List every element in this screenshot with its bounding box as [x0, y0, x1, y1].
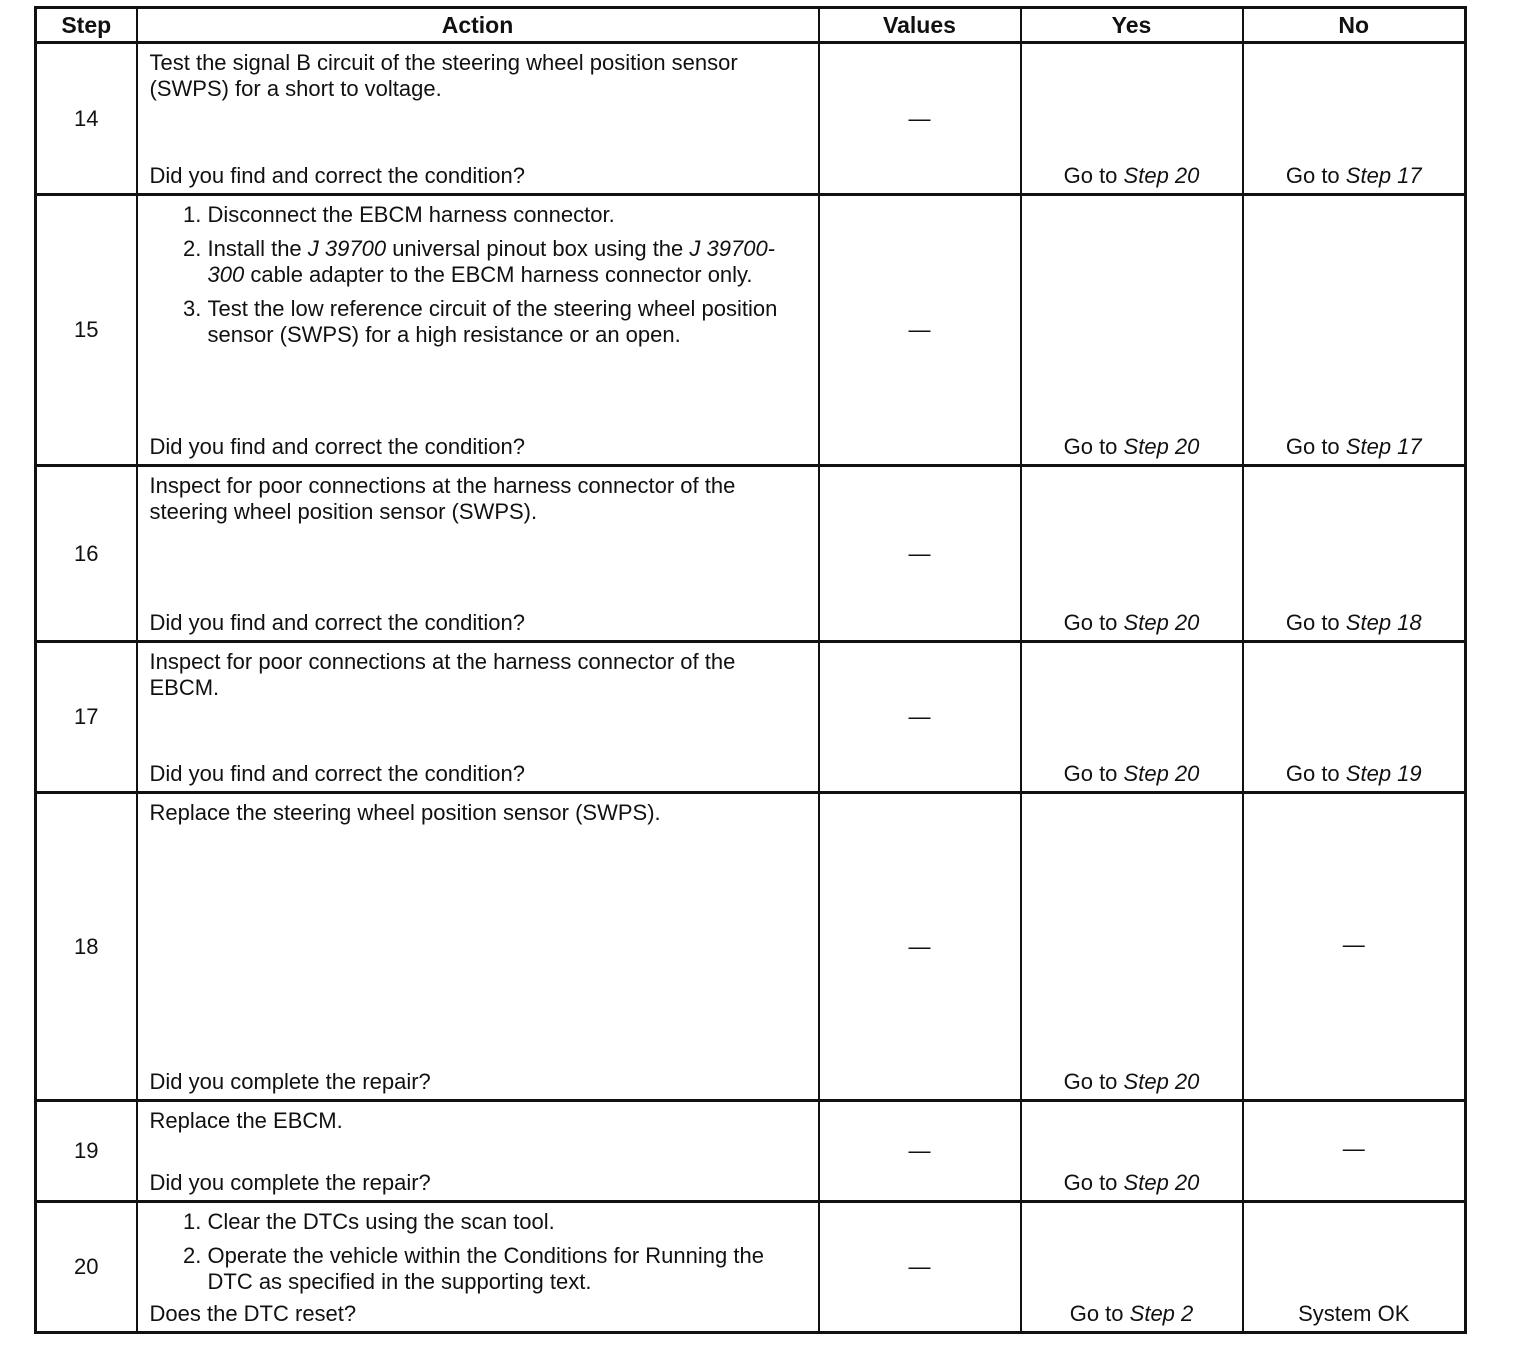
action-cell [137, 1101, 819, 1202]
go-to-label: Go to [1285, 610, 1340, 635]
yes-step-ref: Step 20 [1123, 761, 1200, 786]
values-cell [819, 793, 1021, 1101]
yes-step-ref: Step 20 [1123, 163, 1200, 188]
yes-cell [1021, 466, 1243, 642]
go-to-label: Go to [1063, 1069, 1118, 1094]
values-dash: — [908, 704, 931, 729]
go-to-label: Go to [1063, 1170, 1118, 1195]
yes-cell [1021, 1202, 1243, 1333]
step-number: 19 [36, 1101, 137, 1202]
action-question: Did you find and correct the condition? [149, 610, 525, 635]
table-row-20 [36, 1202, 1466, 1333]
table-row-15 [36, 195, 1466, 466]
step-number: 14 [36, 43, 137, 195]
no-step-ref: Step 18 [1345, 610, 1422, 635]
values-cell [819, 1202, 1021, 1333]
values-cell [819, 1101, 1021, 1202]
yes-cell [1021, 1101, 1243, 1202]
no-step-ref: Step 17 [1345, 434, 1422, 459]
yes-cell [1021, 43, 1243, 195]
header-step: Step [36, 8, 137, 43]
go-to-label: Go to [1069, 1301, 1124, 1326]
action-steps-list [150, 1209, 810, 1295]
go-to-label: Go to [1063, 761, 1118, 786]
no-cell [1243, 793, 1466, 1101]
no-cell [1243, 1101, 1466, 1202]
step-number: 20 [36, 1202, 137, 1333]
yes-step-ref: Step 20 [1123, 610, 1200, 635]
item-text: universal pinout box using the [386, 236, 690, 261]
go-to-label: Go to [1285, 163, 1340, 188]
table-row-16 [36, 466, 1466, 642]
header-yes: Yes [1021, 8, 1243, 43]
yes-cell [1021, 195, 1243, 466]
values-dash: — [908, 933, 931, 959]
no-step-ref: Step 19 [1345, 761, 1422, 786]
diagnostic-table [34, 6, 1467, 1334]
action-question: Did you find and correct the condition? [149, 163, 525, 188]
action-cell [137, 466, 819, 642]
list-item: 2. Operate the vehicle within the Conditions for Running the DTC as specified in the supporting text. [208, 1243, 810, 1295]
action-cell [137, 1202, 819, 1333]
action-question: Did you find and correct the condition? [149, 434, 525, 459]
action-text: Inspect for poor connections at the harness connector of the steering wheel position sensor (SWPS). [149, 473, 736, 524]
yes-cell [1021, 642, 1243, 793]
action-cell [137, 793, 819, 1101]
header-row [36, 8, 1466, 43]
go-to-label: Go to [1063, 163, 1118, 188]
header-values: Values [819, 8, 1021, 43]
action-cell [137, 195, 819, 466]
step-number: 17 [36, 642, 137, 793]
yes-step-ref: Step 20 [1123, 1069, 1200, 1094]
yes-step-ref: Step 20 [1123, 1170, 1200, 1195]
values-dash: — [908, 1254, 931, 1279]
no-dash: — [1342, 1136, 1365, 1161]
item-text: cable adapter to the EBCM harness connector only. [244, 262, 753, 287]
values-cell [819, 195, 1021, 466]
table-row-18 [36, 793, 1466, 1101]
go-to-label: Go to [1285, 761, 1340, 786]
tool-ref: J 39700-300 [207, 236, 776, 287]
no-cell [1243, 1202, 1466, 1333]
item-text: Install the [207, 236, 308, 261]
no-cell [1243, 43, 1466, 195]
no-step-ref: Step 17 [1345, 163, 1422, 188]
list-item: 1. Clear the DTCs using the scan tool. [208, 1209, 810, 1235]
go-to-label: Go to [1063, 434, 1118, 459]
list-item: 1. Disconnect the EBCM harness connector. [208, 202, 810, 228]
yes-cell [1021, 793, 1243, 1101]
header-action: Action [137, 8, 819, 43]
action-cell [137, 43, 819, 195]
action-question: Does the DTC reset? [149, 1301, 357, 1326]
action-text: Replace the EBCM. [149, 1108, 343, 1133]
yes-step-ref: Step 20 [1123, 434, 1200, 459]
values-dash: — [908, 540, 931, 566]
values-dash: — [908, 1138, 931, 1163]
table-row-19 [36, 1101, 1466, 1202]
no-cell [1243, 642, 1466, 793]
action-question: Did you complete the repair? [149, 1069, 431, 1094]
action-steps-list [150, 202, 810, 348]
table-row-14 [36, 43, 1466, 195]
go-to-label: Go to [1285, 434, 1340, 459]
values-dash: — [908, 317, 931, 342]
values-dash: — [908, 105, 931, 131]
no-result-text: System OK [1298, 1301, 1410, 1326]
action-text: Test the signal B circuit of the steering wheel position sensor (SWPS) for a short to voltage. [149, 50, 738, 101]
values-cell [819, 466, 1021, 642]
tool-ref: J 39700 [307, 236, 387, 261]
values-cell [819, 642, 1021, 793]
list-item: 3. Test the low reference circuit of the steering wheel position sensor (SWPS) for a high resistance or an open. [208, 296, 810, 348]
step-number: 16 [36, 466, 137, 642]
step-number: 18 [36, 793, 137, 1101]
table-row-17 [36, 642, 1466, 793]
go-to-label: Go to [1063, 610, 1118, 635]
no-cell [1243, 195, 1466, 466]
no-cell [1243, 466, 1466, 642]
action-text: Inspect for poor connections at the harness connector of the EBCM. [149, 649, 736, 700]
action-text: Replace the steering wheel position sensor (SWPS). [149, 800, 661, 825]
action-cell [137, 642, 819, 793]
yes-step-ref: Step 2 [1129, 1301, 1194, 1326]
action-question: Did you find and correct the condition? [149, 761, 525, 786]
header-no: No [1243, 8, 1466, 43]
list-item [208, 236, 810, 288]
step-number: 15 [36, 195, 137, 466]
no-dash: — [1342, 931, 1365, 957]
values-cell [819, 43, 1021, 195]
action-question: Did you complete the repair? [149, 1170, 431, 1195]
